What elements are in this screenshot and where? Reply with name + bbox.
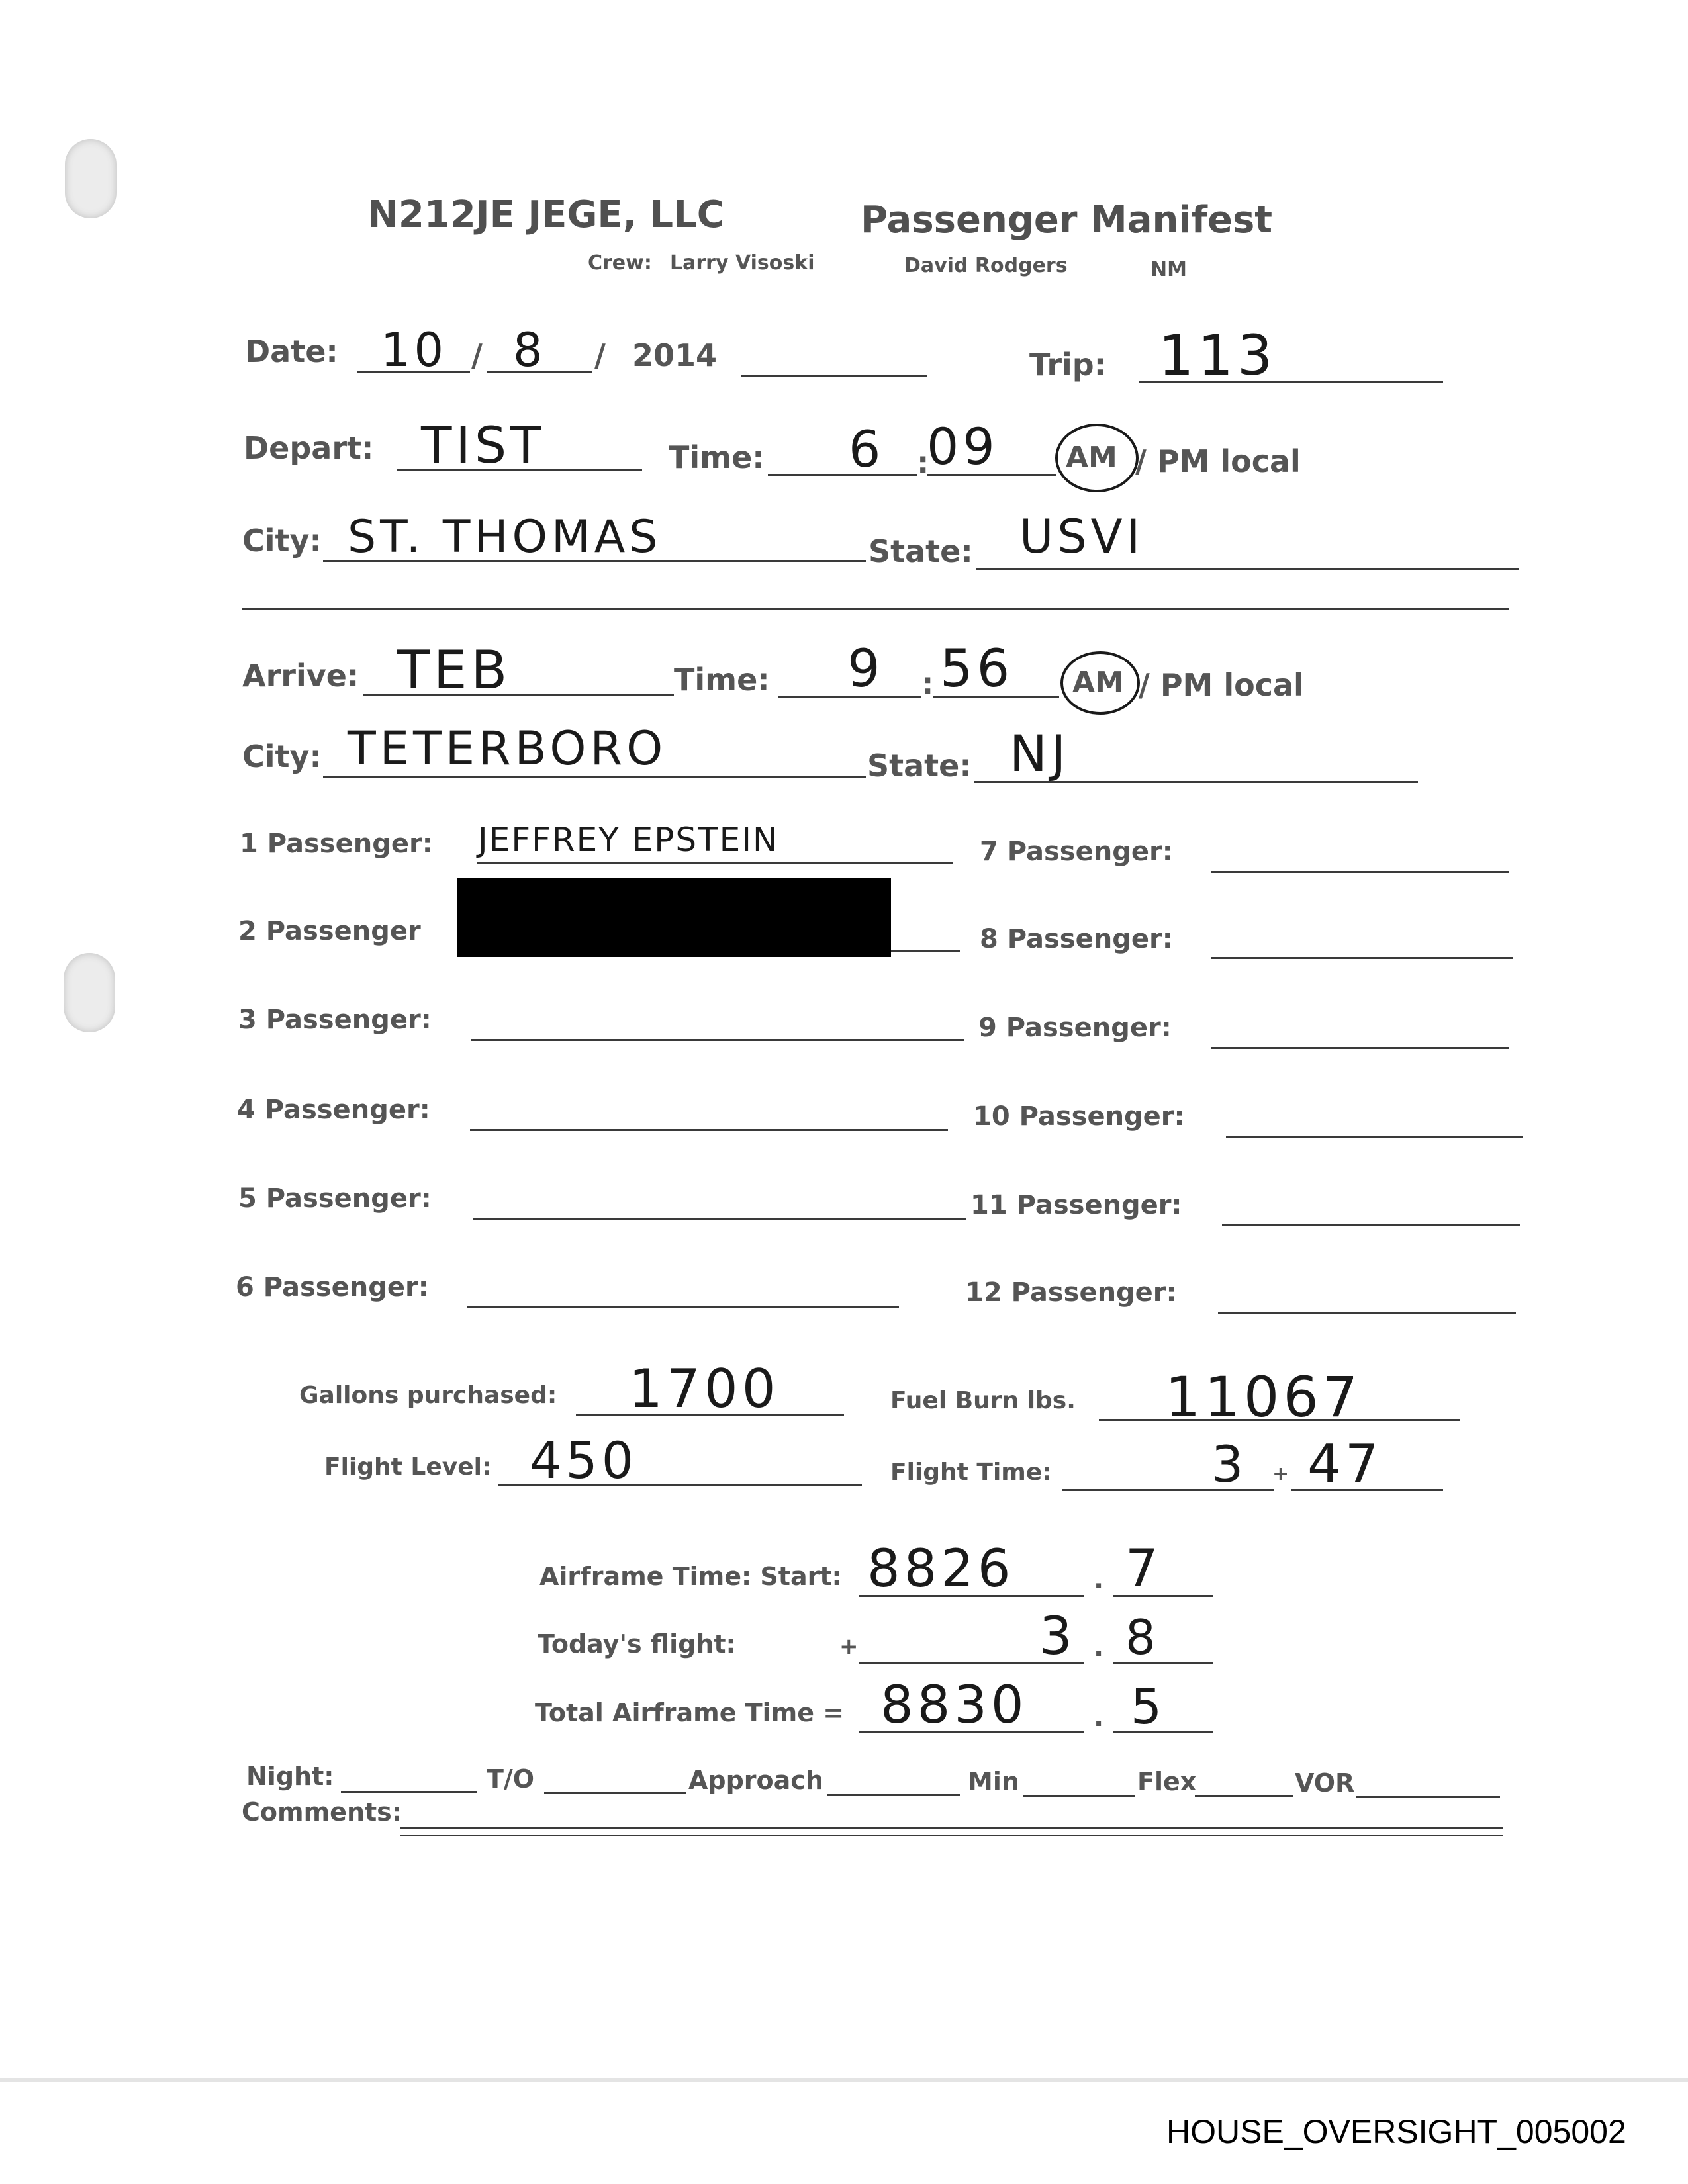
airframe-start-whole: 8826 [867, 1539, 1015, 1599]
comments-label: Comments: [242, 1797, 402, 1827]
passenger-3-label: 3 Passenger: [238, 1005, 432, 1035]
total-airframe-dot: . [1094, 1702, 1104, 1733]
today-flight-tenth: 8 [1125, 1610, 1160, 1665]
date-label: Date: [245, 334, 338, 369]
date-year: 2014 [632, 338, 718, 373]
today-flight-whole: 3 [1039, 1607, 1076, 1666]
night-line [341, 1791, 477, 1793]
min-label: Min [968, 1767, 1019, 1796]
airframe-start-dot: . [1094, 1565, 1104, 1595]
date-day: 8 [513, 323, 547, 377]
passenger-8-label: 8 Passenger: [980, 924, 1173, 954]
date-year-line [741, 375, 927, 377]
total-airframe-whole: 8830 [880, 1676, 1028, 1735]
takeoff-line [544, 1792, 686, 1794]
depart-am: AM [1066, 441, 1117, 475]
crew-member-3: NM [1150, 258, 1187, 281]
takeoff-label: T/O [487, 1764, 535, 1794]
date-sep-1: / [471, 338, 483, 373]
flight-time-label: Flight Time: [890, 1459, 1052, 1486]
arrive-hour: 9 [847, 639, 884, 699]
flight-time-minutes: 47 [1307, 1433, 1383, 1495]
arrive-am: AM [1072, 666, 1124, 700]
flight-level-label: Flight Level: [324, 1453, 492, 1480]
form-subtitle: Passenger Manifest [861, 199, 1273, 242]
depart-state-line [976, 568, 1519, 570]
flex-label: Flex [1137, 1767, 1197, 1796]
trip-value: 113 [1158, 323, 1277, 388]
arrive-label: Arrive: [242, 658, 359, 694]
arrive-pm-local: / PM local [1139, 667, 1304, 703]
depart-city-label: City: [242, 523, 322, 559]
passenger-7-line [1211, 871, 1509, 873]
today-flight-dot: . [1094, 1632, 1104, 1662]
passenger-8-line [1211, 957, 1513, 959]
today-flight-label: Today's flight: [538, 1629, 736, 1659]
arrive-state: NJ [1009, 724, 1070, 783]
passenger-1-value: JEFFREY EPSTEIN [478, 821, 779, 859]
redaction-box [457, 878, 891, 957]
passenger-2-label: 2 Passenger [238, 916, 421, 946]
date-sep-2: / [594, 338, 606, 373]
flight-level-value: 450 [530, 1431, 638, 1490]
passenger-9-label: 9 Passenger: [978, 1013, 1172, 1043]
passenger-11-line [1222, 1224, 1520, 1226]
depart-airport: TIST [421, 416, 545, 475]
comments-line [400, 1827, 1503, 1829]
form-title: N212JE JEGE, LLC [367, 193, 724, 236]
depart-time-colon: : [917, 445, 929, 480]
flex-line [1195, 1795, 1293, 1797]
date-month: 10 [381, 323, 448, 377]
passenger-9-line [1211, 1047, 1509, 1049]
passenger-6-line [467, 1306, 899, 1308]
separator-line [242, 608, 1509, 610]
depart-state: USVI [1019, 510, 1145, 564]
arrive-airport: TEB [397, 639, 512, 701]
fuel-burn-label: Fuel Burn lbs. [890, 1387, 1076, 1414]
passenger-4-line [470, 1129, 948, 1131]
flight-time-separator: + [1272, 1463, 1289, 1486]
gallons-value: 1700 [629, 1358, 780, 1420]
approach-label: Approach [688, 1766, 823, 1795]
passenger-7-label: 7 Passenger: [980, 837, 1173, 867]
depart-minute: 09 [927, 417, 999, 476]
today-flight-plus: + [839, 1633, 859, 1660]
depart-hour-line [768, 474, 917, 476]
arrive-city-line [323, 776, 866, 778]
passenger-12-label: 12 Passenger: [965, 1277, 1177, 1308]
flight-time-hours: 3 [1211, 1435, 1248, 1494]
airframe-start-tenth: 7 [1125, 1539, 1162, 1599]
approach-line [827, 1794, 960, 1796]
depart-pm-local: / PM local [1135, 443, 1301, 479]
min-line [1023, 1795, 1135, 1797]
fuel-burn-value: 11067 [1165, 1365, 1362, 1430]
depart-label: Depart: [244, 430, 374, 466]
arrive-minute: 56 [940, 639, 1014, 699]
passenger-1-label: 1 Passenger: [240, 829, 433, 859]
airframe-start-label: Airframe Time: Start: [539, 1562, 842, 1591]
passenger-10-label: 10 Passenger: [973, 1101, 1185, 1132]
crew-label: Crew: [588, 251, 652, 275]
arrive-city-label: City: [242, 739, 322, 774]
passenger-6-label: 6 Passenger: [236, 1272, 429, 1302]
vor-label: VOR [1295, 1768, 1355, 1797]
arrive-state-label: State: [867, 748, 972, 784]
passenger-1-line [477, 862, 953, 864]
passenger-10-line [1226, 1136, 1523, 1138]
arrive-time-label: Time: [674, 662, 770, 698]
night-label: Night: [246, 1762, 334, 1791]
passenger-4-label: 4 Passenger: [237, 1095, 430, 1125]
arrive-city: TETERBORO [348, 721, 667, 776]
comments-line-2 [400, 1835, 1503, 1836]
crew-member-2: David Rodgers [904, 254, 1068, 277]
gallons-label: Gallons purchased: [299, 1382, 557, 1409]
passenger-3-line [471, 1039, 964, 1041]
trip-label: Trip: [1029, 347, 1107, 383]
binder-hole-middle [64, 953, 115, 1032]
depart-hour: 6 [849, 420, 885, 478]
arrive-time-colon: : [921, 666, 934, 702]
total-airframe-tenth: 5 [1131, 1678, 1166, 1735]
crew-member-1: Larry Visoski [670, 251, 815, 275]
binder-hole-top [65, 139, 117, 218]
bates-number: HOUSE_OVERSIGHT_005002 [1166, 2113, 1626, 2150]
paper-bottom-edge [0, 2078, 1688, 2082]
passenger-5-line [473, 1218, 966, 1220]
passenger-12-line [1218, 1312, 1516, 1314]
total-airframe-label: Total Airframe Time = [535, 1698, 845, 1727]
passenger-11-label: 11 Passenger: [970, 1190, 1182, 1220]
passenger-5-label: 5 Passenger: [238, 1183, 432, 1214]
depart-city: ST. THOMAS [348, 511, 662, 563]
vor-line [1356, 1796, 1500, 1798]
depart-state-label: State: [868, 533, 973, 569]
depart-time-label: Time: [669, 439, 765, 475]
